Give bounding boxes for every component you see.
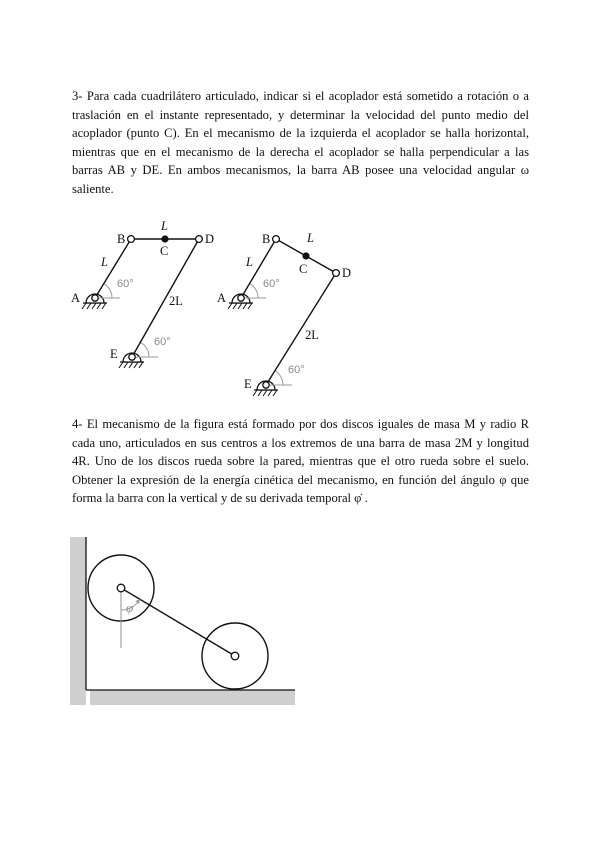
length-DE-right: 2L <box>305 328 319 342</box>
problem-4-statement: 4- El mecanismo de la figura está formado por dos discos iguales de masa M y radio R cada uno, articulados en sus centros a los extremos de una barra de masa 2M y longitud 4R. Uno de los discos rueda sobre la pared, mientras que el otro rueda sobre el suelo. Obtener la expresión de la energía cinética del mecanismo, en función del ángulo φ que forma la barra con la vertical y de su derivada temporal φ̇ . <box>72 417 529 506</box>
length-BC-right: L <box>307 231 314 245</box>
floor <box>90 690 295 705</box>
joint-B-right <box>273 236 280 243</box>
joint-E-left <box>129 354 135 360</box>
joint-A-right <box>238 295 244 301</box>
angle-arc-A-left <box>104 283 113 298</box>
angle-arc-E-left <box>141 342 150 357</box>
point-C-left <box>161 235 168 242</box>
label-D-right: D <box>342 266 352 280</box>
label-D-left: D <box>205 232 215 246</box>
figure-two-discs-bar <box>0 530 600 710</box>
label-C-right: C <box>299 262 308 276</box>
upper-disc-center <box>117 584 125 592</box>
length-AB-right: L <box>246 255 253 269</box>
angle-label-A-right: 60° <box>263 278 280 290</box>
joint-D-right <box>333 270 340 277</box>
label-A-right: A <box>217 291 227 305</box>
joint-E-right <box>263 382 269 388</box>
left-mechanism <box>71 219 214 368</box>
problem-3-statement: 3- Para cada cuadrilátero articulado, indicar si el acoplador está sometido a rotación o a traslación en el instante representado, y determinar la velocidad del punto medio del acoplador (punto C). En el mecanismo de la izquierda el acoplador se halla horizontal, mientras que en el mecanismo de la derecha el acoplador se halla perpendicular a las barras AB y DE. En ambos mecanismos, la barra AB posee una velocidad angular ω saliente. <box>72 89 529 196</box>
angle-label-phi: φ <box>126 600 134 615</box>
label-E-left: E <box>110 347 118 361</box>
angle-arc-A-right <box>250 283 259 298</box>
joint-B-left <box>128 236 135 243</box>
wall <box>70 537 86 705</box>
label-C-left: C <box>160 244 169 258</box>
label-B-right: B <box>262 232 271 246</box>
right-mechanism <box>217 231 351 396</box>
joint-D-left <box>196 236 203 243</box>
point-C-right <box>302 252 309 259</box>
joint-A-left <box>92 295 98 301</box>
angle-label-E-right: 60° <box>288 364 305 376</box>
label-A-left: A <box>71 291 81 305</box>
length-AB-left: L <box>101 255 108 269</box>
length-BC-left: L <box>161 219 168 233</box>
label-B-left: B <box>117 232 126 246</box>
length-DE-left: 2L <box>169 294 183 308</box>
connecting-bar <box>121 588 235 656</box>
label-E-right: E <box>244 377 252 391</box>
lower-disc-center <box>231 652 239 660</box>
angle-label-E-left: 60° <box>154 336 171 348</box>
figure-four-bar-linkages <box>0 218 600 391</box>
angle-label-A-left: 60° <box>117 278 134 290</box>
angle-arc-E-right <box>275 370 284 385</box>
